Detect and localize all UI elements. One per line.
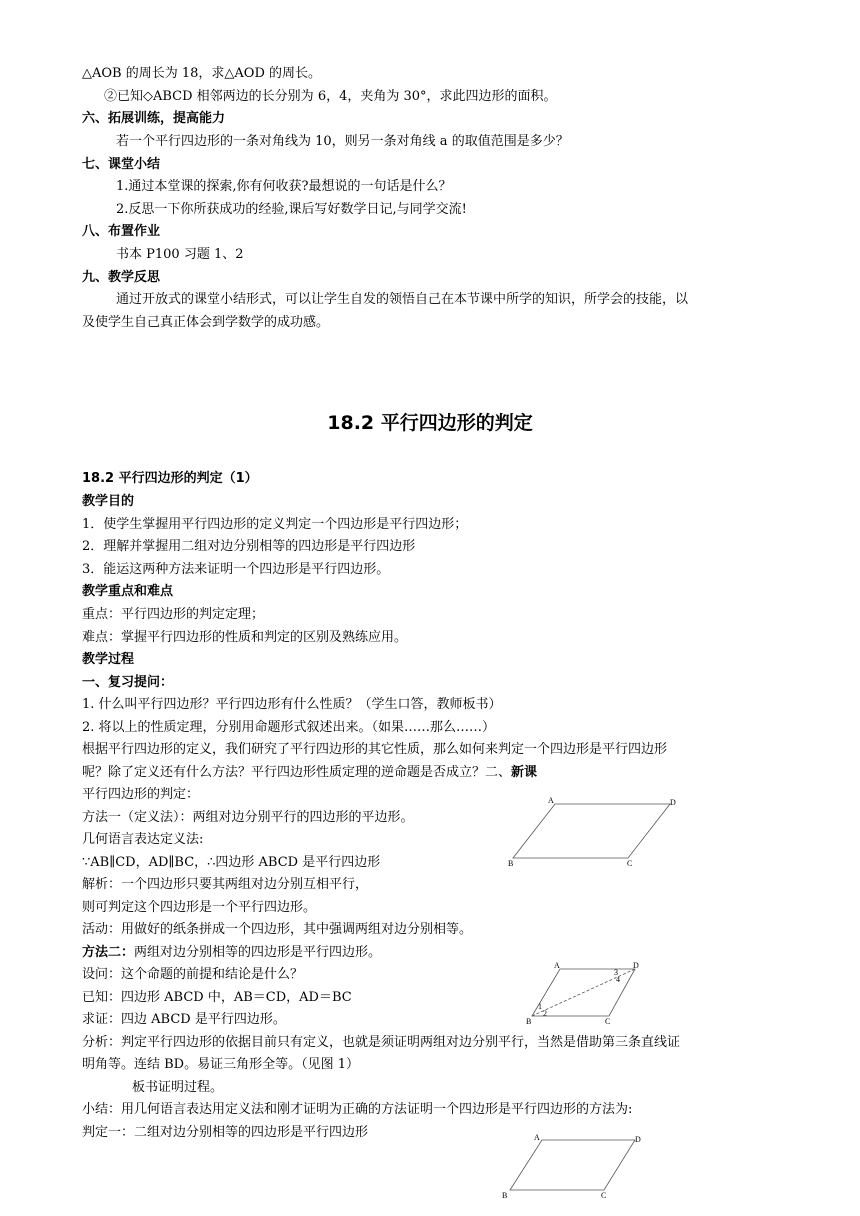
angle-label-4: 4	[616, 975, 620, 984]
text-line: 根据平行四边形的定义，我们研究了平行四边形的其它性质，那么如何来判定一个四边形是平行四边形	[82, 742, 668, 757]
text-line: 小结：用几何语言表达用定义法和刚才证明为正确的方法证明一个四边形是平行四边形的方法为:	[82, 1102, 633, 1117]
text-line: 活动：用做好的纸条拼成一个四边形，其中强调两组对边分别相等。	[82, 922, 473, 937]
text-line: ②已知◇ABCD 相邻两边的长分别为 6，4，夹角为 30°，求此四边形的面积。	[104, 89, 557, 104]
text-line: ∵AB∥CD，AD∥BC，∴四边形 ABCD 是平行四边形	[82, 855, 381, 870]
vertex-label-c: C	[627, 859, 633, 868]
heading-review: 一、复习提问：	[82, 675, 174, 690]
vertex-label-c: C	[605, 1017, 611, 1026]
vertex-label-c: C	[601, 1191, 607, 1200]
angle-label-2: 2	[543, 1009, 547, 1018]
text-line: 2. 将以上的性质定理，分别用命题形式叙述出来。（如果……那么……）	[82, 720, 496, 735]
heading-process: 教学过程	[82, 652, 135, 667]
text-line: 已知：四边形 ABCD 中，AB＝CD，AD＝BC	[82, 990, 352, 1005]
text-line: 及使学生自己真正体会到学数学的成功感。	[82, 315, 330, 330]
heading-9: 九、教学反思	[82, 270, 161, 285]
text-line: 方法一（定义法）：两组对边分别平行的四边形的平边形。	[82, 810, 414, 825]
text-line	[82, 944, 381, 962]
heading-7: 七、课堂小结	[82, 157, 161, 172]
vertex-label-a: A	[554, 961, 560, 970]
text-line: 若一个平行四边形的一条对角线为 10，则另一条对角线 a 的取值范围是多少？	[116, 134, 569, 149]
parallelogram-figure-1	[505, 795, 680, 870]
text-line: 求证：四边 ABCD 是平行四边形。	[82, 1012, 286, 1027]
vertex-label-b: B	[508, 859, 514, 868]
text-line: 通过开放式的课堂小结形式，可以让学生自发的领悟自己在本节课中所学的知识，所学会的技能，以	[116, 292, 689, 307]
vertex-label-d: D	[633, 961, 639, 970]
vertex-label-d: D	[635, 1135, 641, 1144]
heading-6: 六、拓展训练，提高能力	[82, 111, 226, 126]
angle-label-1: 1	[538, 1002, 542, 1011]
text-line: 板书证明过程。	[132, 1080, 224, 1095]
text-line: 2．理解并掌握用二组对边分别相等的四边形是平行四边形	[82, 539, 416, 554]
heading-key: 教学重点和难点	[82, 584, 174, 599]
text-line: 1. 什么叫平行四边形？平行四边形有什么性质？（学生口答，教师板书）	[82, 697, 502, 712]
vertex-label-b: B	[526, 1017, 532, 1026]
angle-label-3: 3	[614, 968, 618, 977]
text-line: 3．能运这两种方法来证明一个四边形是平行四边形。	[82, 562, 390, 577]
section-title: 18.2 平行四边形的判定	[327, 412, 533, 434]
text-line: 几何语言表达定义法:	[82, 832, 204, 847]
text-line: 书本 P100 习题 1、2	[116, 247, 244, 262]
text-line: 平行四边形的判定：	[82, 787, 200, 802]
text-line: △AOB 的周长为 18，求△AOD 的周长。	[82, 66, 322, 81]
text-span: 两组对边分别相等的四边形是平行四边形。	[134, 945, 382, 960]
text-line: 2.反思一下你所获成功的经验,课后写好数学日记,与同学交流!	[116, 202, 467, 217]
text-line: 1．使学生掌握用平行四边形的定义判定一个四边形是平行四边形；	[82, 517, 468, 532]
text-line	[82, 764, 537, 782]
text-line: 明角等。连结 BD。易证三角形全等。（见图 1）	[82, 1057, 360, 1072]
text-line: 1.通过本堂课的探索,你有何收获?最想说的一句话是什么？	[116, 179, 452, 194]
new-lesson-label: 新课	[511, 765, 538, 780]
text-line: 重点：平行四边形的判定定理；	[82, 607, 265, 622]
text-line: 难点：掌握平行四边形的性质和判定的区别及熟练应用。	[82, 630, 408, 645]
vertex-label-d: D	[670, 798, 676, 807]
parallelogram-figure-3	[500, 1130, 650, 1205]
heading-aim: 教学目的	[82, 494, 135, 509]
text-span: 呢？除了定义还有什么方法？平行四边形性质定理的逆命题是否成立？二、	[82, 765, 512, 780]
vertex-label-b: B	[502, 1191, 508, 1200]
text-line: 分析：判定平行四边形的依据目前只有定义，也就是须证明两组对边分别平行，当然是借助第三条直线证	[82, 1035, 681, 1050]
text-line: 设问：这个命题的前提和结论是什么？	[82, 967, 304, 982]
heading-8: 八、布置作业	[82, 224, 161, 239]
vertex-label-a: A	[534, 1133, 540, 1142]
text-line: 则可判定这个四边形是一个平行四边形。	[82, 900, 317, 915]
text-line: 解析：一个四边形只要其两组对边分别互相平行，	[82, 877, 369, 892]
lesson-subtitle: 18.2 平行四边形的判定（1）	[82, 471, 258, 486]
text-line: 判定一：二组对边分别相等的四边形是平行四边形	[82, 1125, 369, 1140]
parallelogram-figure-2	[520, 958, 650, 1033]
vertex-label-a: A	[548, 796, 554, 805]
method-2-label: 方法二：	[82, 945, 135, 960]
